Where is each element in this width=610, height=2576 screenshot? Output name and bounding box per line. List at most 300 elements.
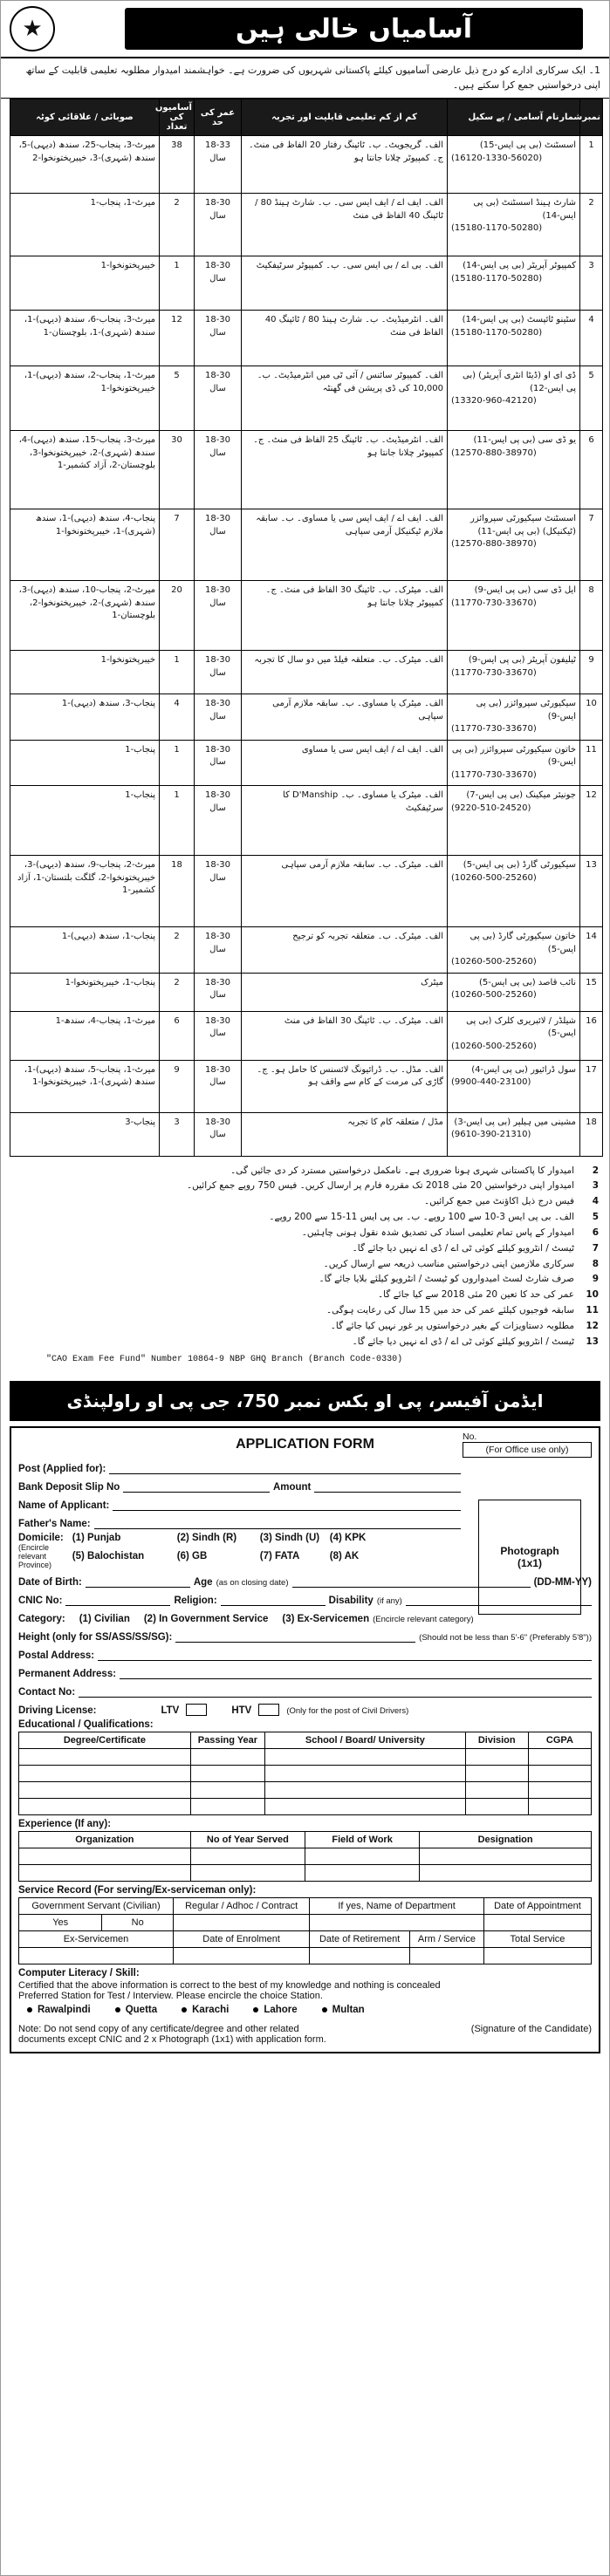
education-header-row <box>19 1732 592 1748</box>
table-row <box>19 1765 592 1781</box>
pay-scale: (10260-500-25260) <box>451 872 537 883</box>
domicile-cell: میرٹ-3، پنجاب-15، سندھ (دیہی)-4، سندھ (شہری)-2، خیبرپختونخوا-3، بلوچستان-2، آزاد کشمیر-1 <box>10 431 160 509</box>
form-no-label: No. <box>463 1431 477 1442</box>
table-cell[interactable] <box>174 1914 310 1930</box>
domicile-note: (Encircle relevant Province) <box>18 1542 52 1569</box>
vacancy-count: 20 <box>160 581 195 651</box>
pay-scale: (16120-1330-56020) <box>451 153 543 163</box>
experience-header-row <box>19 1831 592 1848</box>
note-item <box>11 1194 599 1210</box>
table-row <box>10 509 603 581</box>
note-text: امیدوار اپنی درخواستیں 20 مئی 2018 تک مقررہ فارم پر ارسال کریں۔ فیس 750 روپے جمع کرائیں۔ <box>186 1180 574 1192</box>
table-cell[interactable] <box>265 1748 466 1765</box>
pay-scale: (15180-1170-50280) <box>451 273 543 284</box>
table-cell[interactable] <box>265 1765 466 1781</box>
table-cell[interactable] <box>19 1748 191 1765</box>
domicile-option[interactable]: (4) KPK <box>329 1532 367 1543</box>
table-cell[interactable] <box>19 1848 191 1864</box>
vacancy-count: 4 <box>160 694 195 741</box>
pay-scale: (9900-440-23100) <box>451 1077 531 1087</box>
qualification-cell: الف۔ بی اے / بی ایس سی۔ ب۔ کمپیوٹر سرٹیفکیٹ <box>242 256 448 311</box>
note-item <box>11 1179 599 1194</box>
table-cell[interactable] <box>528 1765 591 1781</box>
age-cell: 18-30 سال <box>195 431 242 509</box>
post-cell <box>448 927 580 974</box>
domicile-option[interactable]: (6) GB <box>176 1550 208 1561</box>
photograph-box <box>478 1500 581 1615</box>
post-label: Post (Applied for): <box>18 1463 106 1474</box>
height-field[interactable] <box>175 1630 415 1643</box>
amount-label: Amount <box>272 1481 312 1493</box>
qualification-cell: میٹرک <box>242 973 448 1011</box>
table-cell[interactable] <box>19 1864 191 1881</box>
header-count: آسامیوں کی تعداد <box>160 99 195 136</box>
qualification-cell: الف۔ میٹرک۔ ب۔ متعلقہ فیلڈ میں دو سال کا تجربہ <box>242 651 448 694</box>
station-option[interactable] <box>253 2005 297 2015</box>
note-text: مطلوبہ دستاویزات کے بغیر درخواستوں پر غور نہیں کیا جائے گا۔ <box>330 1320 574 1331</box>
vacancies-table <box>10 99 603 1157</box>
table-cell[interactable] <box>19 1781 191 1798</box>
note-text: سرکاری ملازمین اپنی درخواستیں مناسب ذریعہ سے ارسال کریں۔ <box>323 1258 574 1269</box>
station-label: Lahore <box>264 2004 298 2015</box>
age-cell: 18-30 سال <box>195 256 242 311</box>
table-cell[interactable] <box>483 1914 591 1930</box>
edu-header: CGPA <box>528 1732 591 1748</box>
qualification-cell: الف۔ میٹرک۔ ب۔ متعلقہ تجربہ کو ترجیح <box>242 927 448 974</box>
post-name: سیکیورٹی گارڈ (بی پی ایس-5) <box>463 860 576 870</box>
domicile-cell: پنجاب-1، خیبرپختونخوا-1 <box>10 973 160 1011</box>
service-title: Service Record (For serving/Ex-serviceman only): <box>18 1884 257 1896</box>
religion-label: Religion: <box>174 1595 217 1606</box>
table-cell[interactable] <box>310 1914 484 1930</box>
contact-field[interactable] <box>79 1685 592 1698</box>
bullet-icon <box>253 2007 258 2012</box>
intro-text: 1۔ ایک سرکاری ادارے کو درج ذیل عارضی آسامیوں کیلئے پاکستانی شہریوں کی ضرورت ہے۔ خواہشمند امیدوار مطلوبہ تعلیمی قابلیت کے ساتھ اپنی درخواستیں جمع کرا سکتے ہیں۔ <box>1 58 609 99</box>
qualification-cell: الف۔ گریجویٹ۔ ب۔ ٹائپنگ رفتار 20 الفاظ فی منٹ۔ ج۔ کمپیوٹر چلانا جانتا ہو <box>242 136 448 194</box>
education-table <box>18 1732 592 1815</box>
header-no: نمبرشمار <box>580 99 603 136</box>
note-item <box>11 1272 599 1288</box>
row-no: 10 <box>580 694 603 741</box>
station-option[interactable] <box>182 2005 229 2015</box>
table-row <box>19 1914 592 1930</box>
domicile-cell: میرٹ-3، پنجاب-25، سندھ (دیہی)-5، سندھ (شہری)-3، خیبرپختونخوا-2 <box>10 136 160 194</box>
permanent-field[interactable] <box>120 1667 592 1679</box>
vacancy-count: 1 <box>160 740 195 786</box>
table-row <box>10 1060 603 1112</box>
table-row <box>10 194 603 256</box>
category-note: (Encircle relevant category) <box>373 1614 474 1624</box>
form-top-fields <box>18 1456 461 1569</box>
domicile-cell: میرٹ-1، پنجاب-5، سندھ (دیہی)-1، سندھ (شہری)-1، خیبرپختونخوا-1 <box>10 1060 160 1112</box>
disability-note: (if any) <box>376 1595 402 1606</box>
service-yes[interactable]: Yes <box>19 1914 102 1930</box>
age-cell: 18-30 سال <box>195 786 242 856</box>
qualification-cell: الف۔ میٹرک۔ ب۔ سابقہ ملازم آرمی سپاہی <box>242 856 448 927</box>
table-cell[interactable] <box>465 1748 528 1765</box>
post-name: شیلڈر / لائبریری کلرک (بی پی ایس-5) <box>466 1015 576 1038</box>
post-name: مشینی میں ہیلپر (بی پی ایس-3) <box>454 1117 576 1127</box>
amount-field[interactable] <box>314 1480 461 1493</box>
row-no: 16 <box>580 1011 603 1060</box>
table-row <box>10 973 603 1011</box>
pay-scale: (11770-730-33670) <box>451 598 537 608</box>
domicile-cell: میرٹ-2، پنجاب-10، سندھ (دیہی)-3، سندھ (شہری)-2، خیبرپختونخوا-2، بلوچستان-1 <box>10 581 160 651</box>
exs-header: Date of Retirement <box>310 1930 410 1947</box>
table-cell[interactable] <box>190 1748 264 1765</box>
notes-section <box>1 1157 609 1376</box>
table-cell[interactable] <box>174 1947 310 1964</box>
service-header: Government Servant (Civilian) <box>19 1897 174 1914</box>
postal-field[interactable] <box>98 1649 592 1661</box>
contact-row <box>18 1679 592 1698</box>
contact-label: Contact No: <box>18 1686 76 1698</box>
domicile-option[interactable]: (8) AK <box>329 1550 360 1561</box>
application-form <box>10 1426 600 2053</box>
table-row <box>10 1011 603 1060</box>
qualification-cell: الف۔ ایف اے / ایف ایس سی یا مساوی۔ ب۔ سابقہ ملازم ٹیکنیکل آرمی سپاہی <box>242 509 448 581</box>
post-name: ٹیلیفون آپریٹر (بی پی ایس-9) <box>468 655 576 665</box>
dob-label: Date of Birth: <box>18 1576 82 1588</box>
note-item <box>11 1303 599 1319</box>
station-option[interactable] <box>322 2005 365 2015</box>
station-options <box>27 2005 592 2015</box>
table-cell[interactable] <box>310 1947 410 1964</box>
qualification-cell: الف۔ میٹرک یا مساوی۔ ب۔ سابقہ ملازم آرمی سپاہی <box>242 694 448 741</box>
table-cell[interactable] <box>528 1798 591 1814</box>
row-no: 15 <box>580 973 603 1011</box>
domicile-cell: پنجاب-1، سندھ (دیہی)-1 <box>10 927 160 974</box>
row-no: 11 <box>580 740 603 786</box>
table-row <box>10 366 603 431</box>
table-cell[interactable] <box>528 1748 591 1765</box>
deposit-field[interactable] <box>123 1480 270 1493</box>
age-cell: 18-30 سال <box>195 1011 242 1060</box>
table-row <box>10 694 603 741</box>
row-no: 18 <box>580 1112 603 1156</box>
post-name: جونیئر میکینک (بی پی ایس-7) <box>466 790 576 800</box>
age-cell: 18-30 سال <box>195 856 242 927</box>
category-option[interactable]: (1) Civilian <box>79 1613 130 1624</box>
exp-header: Organization <box>19 1831 191 1848</box>
age-cell: 18-30 سال <box>195 1060 242 1112</box>
computer-literacy-label: Computer Literacy / Skill: <box>18 1967 140 1978</box>
domicile-cell: خیبرپختونخوا-1 <box>10 651 160 694</box>
age-cell: 18-30 سال <box>195 740 242 786</box>
height-row <box>18 1624 592 1643</box>
vacancy-count: 2 <box>160 927 195 974</box>
religion-field[interactable] <box>221 1594 326 1606</box>
edu-header: Passing Year <box>190 1732 264 1748</box>
experience-title: Experience (If any): <box>18 1818 112 1829</box>
dob-format: (DD-MM-YY) <box>533 1576 592 1588</box>
service-header: Date of Appointment <box>483 1897 591 1914</box>
note-text: عمر کی حد کا تعین 20 مئی 2018 سے کیا جائے گا۔ <box>377 1289 574 1301</box>
table-cell[interactable] <box>420 1848 592 1864</box>
qualification-cell: الف۔ میٹرک۔ ب۔ ٹائپنگ 30 الفاظ فی منٹ <box>242 1011 448 1060</box>
pay-scale: (10260-500-25260) <box>451 957 537 967</box>
note-item <box>11 1257 599 1273</box>
post-name: ڈی ای او (ڈیٹا انٹری آپریٹر) (بی پی ایس-12) <box>462 371 576 393</box>
vacancy-count: 2 <box>160 973 195 1011</box>
post-cell <box>448 366 580 431</box>
table-cell[interactable] <box>483 1947 591 1964</box>
pay-scale: (11770-730-33670) <box>451 769 537 780</box>
post-name: خاتون سیکیورٹی گارڈ (بی پی ایس-5) <box>469 932 576 954</box>
domicile-option[interactable]: (1) Punjab <box>72 1532 121 1543</box>
table-cell[interactable] <box>420 1864 592 1881</box>
table-cell[interactable] <box>528 1781 591 1798</box>
table-cell[interactable] <box>190 1864 305 1881</box>
row-no: 14 <box>580 927 603 974</box>
exs-header-row <box>19 1930 592 1947</box>
table-row <box>19 1864 592 1881</box>
cnic-label: CNIC No: <box>18 1595 63 1606</box>
note-text: صرف شارٹ لسٹ امیدواروں کو ٹیسٹ / انٹرویو کیلئے بلایا جائے گا۔ <box>319 1274 574 1285</box>
table-cell[interactable] <box>465 1781 528 1798</box>
header-age: عمر کی حد <box>195 99 242 136</box>
signature-label: (Signature of the Candidate) <box>470 2023 592 2034</box>
post-name: کمپیوٹر آپریٹر (بی پی ایس-14) <box>463 261 576 270</box>
table-cell[interactable] <box>190 1765 264 1781</box>
table-cell[interactable] <box>190 1798 264 1814</box>
domicile-row <box>18 1533 461 1569</box>
postal-row <box>18 1643 592 1661</box>
bullet-icon <box>27 2007 32 2012</box>
deposit-label: Bank Deposit Slip No <box>18 1481 120 1493</box>
permanent-row <box>18 1661 592 1679</box>
post-name: سیکیورٹی سپروائزر (بی پی ایس-9) <box>476 699 576 721</box>
row-no: 6 <box>580 431 603 509</box>
vacancy-count: 1 <box>160 786 195 856</box>
pay-scale: (15180-1170-50280) <box>451 223 543 233</box>
deposit-row <box>18 1474 461 1493</box>
note-item <box>11 1241 599 1257</box>
photograph-size: (1x1) <box>517 1556 542 1569</box>
post-cell <box>448 136 580 194</box>
table-row <box>19 1848 592 1864</box>
note-text: ٹیسٹ / انٹرویو کیلئے کوئی ٹی اے / ڈی اے نہیں دیا جائے گا۔ <box>352 1336 574 1347</box>
table-row <box>10 136 603 194</box>
age-cell: 18-30 سال <box>195 973 242 1011</box>
table-cell[interactable] <box>190 1781 264 1798</box>
exs-header: Arm / Service <box>409 1930 483 1947</box>
table-cell[interactable] <box>465 1798 528 1814</box>
pay-scale: (10260-500-25260) <box>451 990 537 1000</box>
station-label: Quetta <box>125 2004 158 2015</box>
bullet-icon <box>322 2007 327 2012</box>
domicile-cell: خیبرپختونخوا-1 <box>10 256 160 311</box>
post-cell <box>448 973 580 1011</box>
post-cell <box>448 856 580 927</box>
name-label: Name of Applicant: <box>18 1500 110 1511</box>
age-cell: 18-30 سال <box>195 927 242 974</box>
bullet-icon <box>115 2007 120 2012</box>
note-number: 2 <box>592 1165 599 1176</box>
qualification-cell: الف۔ مڈل۔ ب۔ ڈرائیونگ لائسنس کا حامل ہو۔ ج۔ گاڑی کی مرمت کے کام سے واقف ہو <box>242 1060 448 1112</box>
permanent-label: Permanent Address: <box>18 1668 117 1679</box>
table-cell[interactable] <box>265 1798 466 1814</box>
table-cell[interactable] <box>265 1781 466 1798</box>
station-option[interactable] <box>115 2005 157 2015</box>
father-row <box>18 1511 461 1529</box>
age-cell: 18-30 سال <box>195 311 242 366</box>
post-name: نائب قاصد (بی پی ایس-5) <box>478 977 576 987</box>
note-item <box>11 1288 599 1303</box>
post-cell <box>448 740 580 786</box>
row-no: 7 <box>580 509 603 581</box>
note-text: سابقہ فوجیوں کیلئے عمر کی حد میں 15 سال کی رعایت ہوگی۔ <box>326 1305 574 1316</box>
photograph-label: Photograph <box>500 1544 559 1557</box>
domicile-cell: میرٹ-1، پنجاب-2، سندھ (دیہی)-1، خیبرپختونخوا-1 <box>10 366 160 431</box>
table-row <box>10 927 603 974</box>
note-item <box>11 1210 599 1226</box>
fee-account-line: "CAO Exam Fee Fund" Number 10864-9 NBP GHQ Branch (Branch Code-0330) <box>46 1354 403 1364</box>
license-label: Driving License: <box>18 1705 97 1716</box>
category-option[interactable]: (2) In Government Service <box>143 1613 269 1624</box>
table-cell[interactable] <box>305 1848 419 1864</box>
pay-scale: (10260-500-25260) <box>451 1041 537 1051</box>
domicile-option[interactable]: (3) Sindh (U) <box>259 1532 320 1543</box>
age-cell: 18-30 سال <box>195 194 242 256</box>
post-name: یو ڈی سی (بی پی ایس-11) <box>473 435 576 445</box>
note-number: 9 <box>592 1274 599 1285</box>
service-header: If yes, Name of Department <box>310 1897 484 1914</box>
qualification-cell: مڈل / متعلقہ کام کا تجربہ <box>242 1112 448 1156</box>
row-no: 17 <box>580 1060 603 1112</box>
name-field[interactable] <box>113 1499 461 1511</box>
height-label: Height (only for SS/ASS/SS/SG): <box>18 1631 173 1643</box>
domicile-cell: پنجاب-4، سندھ (دیہی)-1، سندھ (شہری)-1، خیبرپختونخوا-1 <box>10 509 160 581</box>
table-cell[interactable] <box>19 1947 174 1964</box>
post-name: اسسٹنٹ سیکیورٹی سپروائزر (ٹیکنیکل) (بی پی ایس-11) <box>470 514 576 536</box>
note-text: امیدوار کا پاکستانی شہری ہونا ضروری ہے۔ نامکمل درخواستیں مسترد کر دی جائیں گی۔ <box>230 1165 574 1176</box>
exp-header: Field of Work <box>305 1831 419 1848</box>
row-no: 1 <box>580 136 603 194</box>
notes-list <box>11 1164 599 1350</box>
row-no: 4 <box>580 311 603 366</box>
post-name: سول ڈرائیور (بی پی ایس-4) <box>471 1064 576 1075</box>
service-header: Regular / Adhoc / Contract <box>174 1897 310 1914</box>
htv-checkbox[interactable] <box>258 1704 279 1716</box>
pay-scale: (12570-880-38970) <box>451 539 537 549</box>
vacancy-count: 7 <box>160 509 195 581</box>
qualification-cell: الف۔ کمپیوٹر سائنس / آئی ٹی میں انٹرمیڈیٹ۔ ب۔ 10,000 کی ڈی پریشن فی گھنٹہ <box>242 366 448 431</box>
header-post: نام آسامی / پے سکیل <box>448 99 580 136</box>
bullet-icon <box>182 2007 187 2012</box>
footer-note-1: Note: Do not send copy of any certificate/degree and other related <box>18 2023 299 2034</box>
age-note: (as on closing date) <box>216 1577 289 1588</box>
post-cell <box>448 1112 580 1156</box>
vacancy-count: 5 <box>160 366 195 431</box>
domicile-cell: پنجاب-3، سندھ (دیہی)-1 <box>10 694 160 741</box>
post-cell <box>448 1060 580 1112</box>
header <box>1 1 609 58</box>
qualification-cell: الف۔ انٹرمیڈیٹ۔ ب۔ شارٹ ہینڈ 80 / ٹائپنگ 40 الفاظ فی منٹ <box>242 311 448 366</box>
age-cell: 18-33 سال <box>195 136 242 194</box>
note-item <box>11 1164 599 1179</box>
station-option[interactable] <box>27 2005 91 2015</box>
note-number: 5 <box>592 1212 599 1223</box>
qualification-cell: الف۔ ایف اے / ایف ایس سی یا مساوی <box>242 740 448 786</box>
office-use-box <box>463 1431 592 1458</box>
post-cell <box>448 651 580 694</box>
age-cell: 18-30 سال <box>195 366 242 431</box>
service-no[interactable]: No <box>102 1914 174 1930</box>
domicile-option[interactable]: (2) Sindh (R) <box>176 1532 237 1543</box>
license-note: (Only for the post of Civil Drivers) <box>286 1705 409 1716</box>
ltv-checkbox[interactable] <box>186 1704 207 1716</box>
age-label: Age <box>193 1576 213 1588</box>
post-name: سٹینو ٹائپسٹ (بی پی ایس-14) <box>462 315 576 325</box>
table-header-row <box>10 99 603 136</box>
row-no: 12 <box>580 786 603 856</box>
domicile-label: Domicile: <box>18 1532 64 1543</box>
post-name: شارٹ ہینڈ اسسٹنٹ (بی پی ایس-14) <box>473 198 576 221</box>
post-cell <box>448 431 580 509</box>
exs-header: Total Service <box>483 1930 591 1947</box>
table-cell[interactable] <box>19 1765 191 1781</box>
table-cell[interactable] <box>409 1947 483 1964</box>
table-row <box>10 431 603 509</box>
domicile-options <box>72 1533 469 1569</box>
table-row <box>19 1798 592 1814</box>
table-cell[interactable] <box>305 1864 419 1881</box>
table-cell[interactable] <box>19 1798 191 1814</box>
post-cell <box>448 581 580 651</box>
domicile-cell: پنجاب-1 <box>10 740 160 786</box>
vacancy-count: 6 <box>160 1011 195 1060</box>
domicile-option[interactable]: (7) FATA <box>259 1550 300 1561</box>
qualification-cell: الف۔ میٹرک یا مساوی۔ ب۔ D'Manship کا سرٹیفکیٹ <box>242 786 448 856</box>
category-label: Category: <box>18 1613 65 1624</box>
service-table <box>18 1897 592 1964</box>
age-cell: 18-30 سال <box>195 651 242 694</box>
note-text: امیدوار کے پاس تمام تعلیمی اسناد کی تصدیق شدہ نقول ہونی چاہئیں۔ <box>301 1227 574 1238</box>
table-row <box>10 651 603 694</box>
table-cell[interactable] <box>190 1848 305 1864</box>
row-no: 5 <box>580 366 603 431</box>
post-field[interactable] <box>109 1462 461 1474</box>
age-cell: 18-30 سال <box>195 694 242 741</box>
vacancy-count: 1 <box>160 256 195 311</box>
pay-scale: (9610-390-21310) <box>451 1130 531 1139</box>
note-number: 4 <box>592 1196 599 1207</box>
dob-field[interactable] <box>86 1575 190 1588</box>
service-header-row <box>19 1897 592 1914</box>
ltv-label: LTV <box>161 1705 180 1716</box>
table-cell[interactable] <box>465 1765 528 1781</box>
note-number: 7 <box>592 1242 599 1254</box>
cnic-field[interactable] <box>65 1594 170 1606</box>
qualification-cell: الف۔ میٹرک۔ ب۔ ٹائپنگ 30 الفاظ فی منٹ۔ ج۔ کمپیوٹر چلانا جانتا ہو <box>242 581 448 651</box>
vacancy-count: 3 <box>160 1112 195 1156</box>
category-option[interactable]: (3) Ex-Servicemen <box>282 1613 370 1624</box>
domicile-cell: پنجاب-1 <box>10 786 160 856</box>
table-row <box>19 1748 592 1765</box>
domicile-cell: میرٹ-3، پنجاب-6، سندھ (دیہی)-1، سندھ (شہری)-1، بلوچستان-1 <box>10 311 160 366</box>
license-row <box>18 1698 592 1716</box>
post-cell <box>448 311 580 366</box>
father-field[interactable] <box>94 1517 461 1529</box>
edu-header: Division <box>465 1732 528 1748</box>
qualification-cell: الف۔ ایف اے / ایف ایس سی۔ ب۔ شارٹ ہینڈ 80 / ٹائپنگ 40 الفاظ فی منٹ <box>242 194 448 256</box>
domicile-option[interactable]: (5) Balochistan <box>72 1550 145 1561</box>
header-qualification: کم از کم تعلیمی قابلیت اور تجربہ <box>242 99 448 136</box>
table-row <box>10 311 603 366</box>
post-name: خاتون سیکیورٹی سپروائزر (بی پی ایس-9) <box>451 744 576 767</box>
pay-scale: (11770-730-33670) <box>451 667 537 678</box>
